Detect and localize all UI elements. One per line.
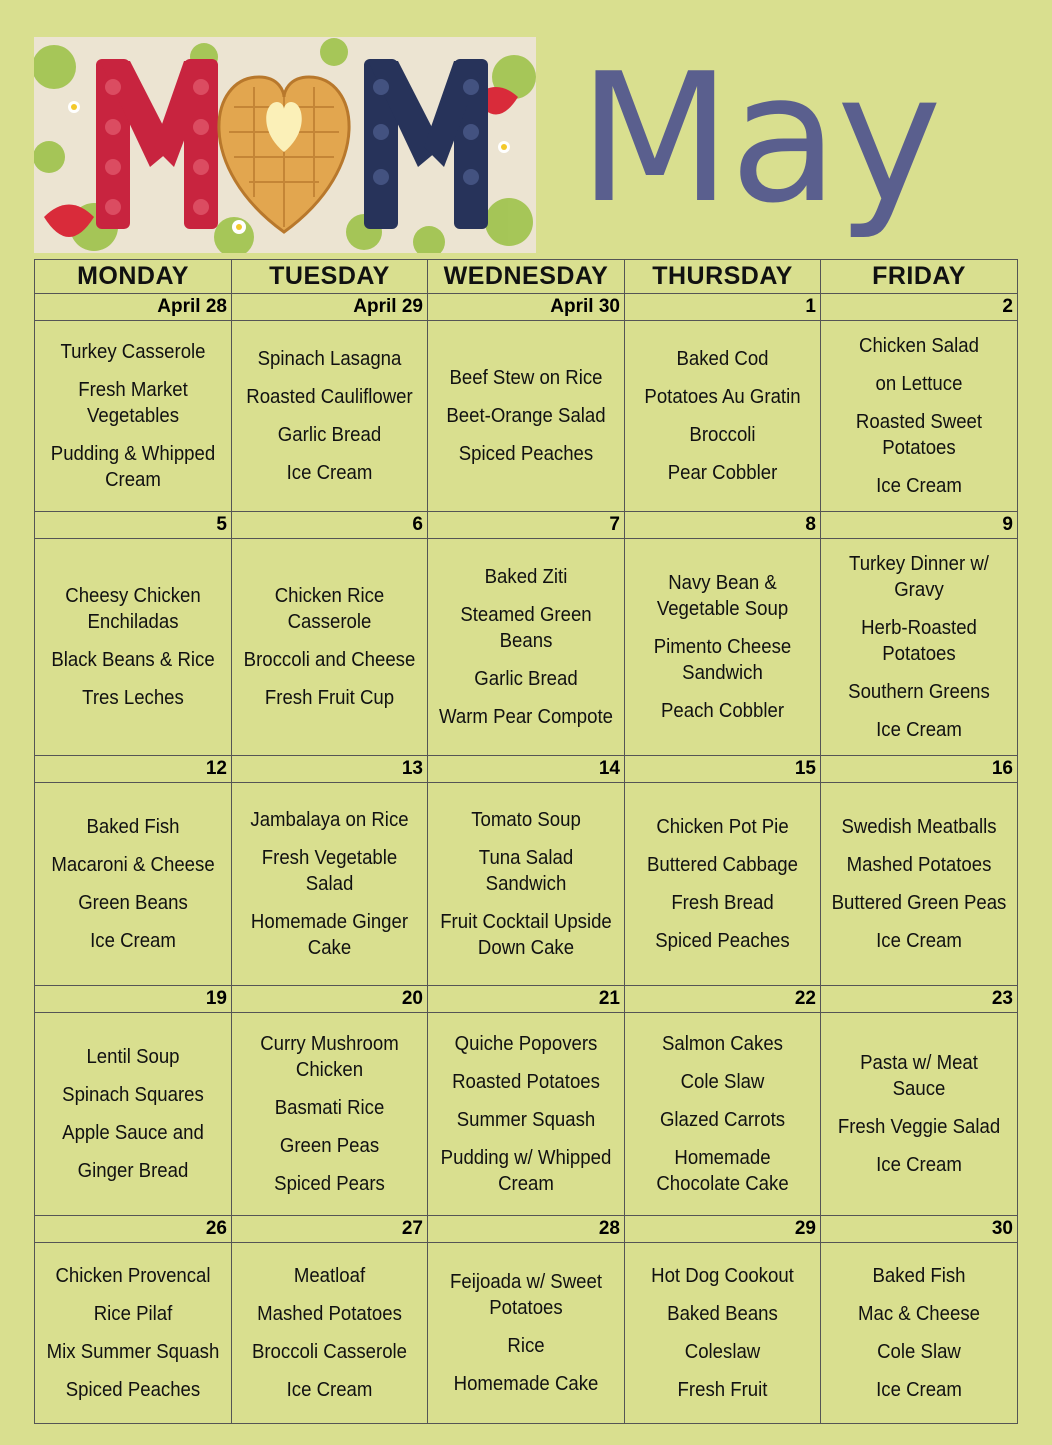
menu-item: Ice Cream xyxy=(876,475,962,497)
menu-item: Broccoli xyxy=(689,424,756,446)
menu-item: Cole Slaw xyxy=(680,1071,765,1093)
date-label: 1 xyxy=(625,294,821,321)
menu-item: Glazed Carrots xyxy=(659,1109,786,1131)
menu-item: Pear Cobbler xyxy=(667,462,778,484)
menu-item: Ice Cream xyxy=(90,930,176,952)
date-label: 27 xyxy=(232,1216,428,1243)
date-label: 21 xyxy=(428,986,625,1013)
menu-item: Homemade Chocolate Cake xyxy=(656,1147,789,1195)
menu-item: Tomato Soup xyxy=(471,809,581,831)
date-row xyxy=(35,512,1018,539)
date-label: 23 xyxy=(821,986,1018,1013)
calendar-body xyxy=(35,294,1018,1424)
menu-item: Black Beans & Rice xyxy=(51,649,215,671)
day-menu-cell xyxy=(625,783,821,986)
date-label: 9 xyxy=(821,512,1018,539)
menu-item: Chicken Pot Pie xyxy=(656,816,789,838)
menu-item: Baked Fish xyxy=(872,1265,966,1287)
menu-item: Homemade Cake xyxy=(453,1373,599,1395)
menu-item: Baked Beans xyxy=(667,1303,778,1325)
date-row xyxy=(35,294,1018,321)
date-label: April 28 xyxy=(35,294,232,321)
menu-item: Navy Bean & Vegetable Soup xyxy=(656,572,789,620)
menu-item: Spinach Squares xyxy=(62,1084,204,1106)
menu-item: Coleslaw xyxy=(684,1341,761,1363)
date-label: 2 xyxy=(821,294,1018,321)
day-menu-cell xyxy=(232,783,428,986)
date-label: 6 xyxy=(232,512,428,539)
day-menu-cell xyxy=(625,1243,821,1424)
menu-item: Jambalaya on Rice xyxy=(250,809,409,831)
day-menu-cell xyxy=(35,783,232,986)
menu-item: Chicken Rice Casserole xyxy=(274,585,385,633)
day-menu-cell xyxy=(821,783,1018,986)
menu-item: Ice Cream xyxy=(876,1379,962,1401)
date-label: 16 xyxy=(821,756,1018,783)
date-row xyxy=(35,756,1018,783)
day-header-thursday: THURSDAY xyxy=(625,260,821,294)
menu-item: Spiced Peaches xyxy=(65,1379,201,1401)
mom-food-illustration xyxy=(34,37,536,253)
day-header-wednesday: WEDNESDAY xyxy=(428,260,625,294)
menu-item: Turkey Casserole xyxy=(60,341,206,363)
menu-item: Fruit Cocktail Upside Down Cake xyxy=(440,911,612,959)
menu-item: Cole Slaw xyxy=(877,1341,961,1363)
mom-food-banner-image xyxy=(34,37,536,253)
menu-row xyxy=(35,321,1018,512)
date-label: 15 xyxy=(625,756,821,783)
menu-item: Roasted Cauliflower xyxy=(246,386,413,408)
menu-item: Pasta w/ Meat Sauce xyxy=(860,1052,978,1100)
menu-item: Curry Mushroom Chicken xyxy=(260,1033,399,1081)
menu-calendar xyxy=(34,259,1018,1424)
menu-item: Chicken Provencal xyxy=(55,1265,211,1287)
weekday-header-row xyxy=(35,260,1018,294)
menu-item: Spinach Lasagna xyxy=(257,348,402,370)
menu-item: Homemade Ginger Cake xyxy=(250,911,409,959)
day-menu-cell xyxy=(625,321,821,512)
day-menu-cell xyxy=(821,321,1018,512)
menu-item: Fresh Market Vegetables xyxy=(78,379,188,427)
menu-item: Fresh Vegetable Salad xyxy=(261,847,398,895)
menu-item: Tres Leches xyxy=(82,687,184,709)
menu-item: Warm Pear Compote xyxy=(439,706,613,728)
menu-item: Southern Greens xyxy=(848,681,990,703)
day-menu-cell xyxy=(625,1013,821,1216)
menu-item: Chicken Salad xyxy=(859,335,979,357)
menu-item: Meatloaf xyxy=(293,1265,366,1287)
menu-item: Mashed Potatoes xyxy=(257,1303,402,1325)
menu-item: Quiche Popovers xyxy=(454,1033,598,1055)
menu-item: Macaroni & Cheese xyxy=(51,854,215,876)
menu-item: Pudding & Whipped Cream xyxy=(50,443,216,491)
menu-item: Potatoes Au Gratin xyxy=(644,386,801,408)
menu-item: Mashed Potatoes xyxy=(846,854,992,876)
menu-item: Pudding w/ Whipped Cream xyxy=(440,1147,612,1195)
day-menu-cell xyxy=(428,1013,625,1216)
menu-row xyxy=(35,783,1018,986)
day-menu-cell xyxy=(821,539,1018,756)
menu-item: Herb-Roasted Potatoes xyxy=(861,617,977,665)
menu-item: Fresh Fruit xyxy=(677,1379,768,1401)
date-label: 20 xyxy=(232,986,428,1013)
day-menu-cell xyxy=(428,539,625,756)
menu-row xyxy=(35,539,1018,756)
menu-item: Ice Cream xyxy=(876,930,962,952)
menu-item: Rice xyxy=(507,1335,545,1357)
date-label: 26 xyxy=(35,1216,232,1243)
menu-item: Rice Pilaf xyxy=(93,1303,173,1325)
menu-item: Ice Cream xyxy=(286,1379,373,1401)
day-menu-cell xyxy=(35,1013,232,1216)
day-menu-cell xyxy=(428,321,625,512)
menu-item: Fresh Fruit Cup xyxy=(264,687,395,709)
menu-item: Green Beans xyxy=(78,892,188,914)
day-menu-cell xyxy=(35,539,232,756)
menu-item: Feijoada w/ Sweet Potatoes xyxy=(450,1271,602,1319)
menu-item: Cheesy Chicken Enchiladas xyxy=(65,585,201,633)
date-label: 13 xyxy=(232,756,428,783)
menu-item: Beef Stew on Rice xyxy=(449,367,603,389)
menu-item: Apple Sauce and xyxy=(62,1122,204,1144)
day-header-friday: FRIDAY xyxy=(821,260,1018,294)
menu-item: Ginger Bread xyxy=(77,1160,189,1182)
menu-item: Garlic Bread xyxy=(277,424,382,446)
day-menu-cell xyxy=(35,1243,232,1424)
date-label: 5 xyxy=(35,512,232,539)
menu-item: Lentil Soup xyxy=(86,1046,180,1068)
date-label: 12 xyxy=(35,756,232,783)
menu-item: Baked Cod xyxy=(676,348,769,370)
date-row xyxy=(35,986,1018,1013)
menu-item: Tuna Salad Sandwich xyxy=(478,847,574,895)
menu-item: Turkey Dinner w/ Gravy xyxy=(849,553,989,601)
menu-item: Mix Summer Squash xyxy=(46,1341,220,1363)
day-menu-cell xyxy=(35,321,232,512)
menu-item: Garlic Bread xyxy=(474,668,578,690)
day-header-tuesday: TUESDAY xyxy=(232,260,428,294)
menu-item: Fresh Veggie Salad xyxy=(837,1116,1001,1138)
menu-item: Baked Ziti xyxy=(484,566,568,588)
menu-item: Spiced Pears xyxy=(274,1173,385,1195)
menu-item: Steamed Green Beans xyxy=(460,604,592,652)
menu-item: Peach Cobbler xyxy=(660,700,785,722)
day-menu-cell xyxy=(821,1243,1018,1424)
menu-item: Spiced Peaches xyxy=(458,443,594,465)
menu-row xyxy=(35,1013,1018,1216)
menu-item: Salmon Cakes xyxy=(662,1033,783,1055)
menu-item: Buttered Cabbage xyxy=(647,854,798,876)
menu-row xyxy=(35,1243,1018,1424)
date-label: 22 xyxy=(625,986,821,1013)
day-menu-cell xyxy=(232,539,428,756)
menu-item: Summer Squash xyxy=(456,1109,596,1131)
date-label: 14 xyxy=(428,756,625,783)
day-header-monday: MONDAY xyxy=(35,260,232,294)
date-label: 8 xyxy=(625,512,821,539)
day-menu-cell xyxy=(232,321,428,512)
date-label: 29 xyxy=(625,1216,821,1243)
menu-item: Broccoli and Cheese xyxy=(243,649,416,671)
date-label: 19 xyxy=(35,986,232,1013)
date-label: April 29 xyxy=(232,294,428,321)
date-label: 30 xyxy=(821,1216,1018,1243)
menu-item: Buttered Green Peas xyxy=(831,892,1007,914)
menu-item: Hot Dog Cookout xyxy=(651,1265,794,1287)
menu-item: Ice Cream xyxy=(286,462,373,484)
menu-item: Pimento Cheese Sandwich xyxy=(653,636,792,684)
menu-item: Beet-Orange Salad xyxy=(446,405,606,427)
menu-item: Roasted Potatoes xyxy=(452,1071,600,1093)
day-menu-cell xyxy=(232,1243,428,1424)
day-menu-cell xyxy=(625,539,821,756)
menu-item: Baked Fish xyxy=(86,816,180,838)
date-label: April 30 xyxy=(428,294,625,321)
day-menu-cell xyxy=(232,1013,428,1216)
menu-item: Broccoli Casserole xyxy=(251,1341,408,1363)
date-label: 28 xyxy=(428,1216,625,1243)
day-menu-cell xyxy=(428,783,625,986)
day-menu-cell xyxy=(428,1243,625,1424)
menu-item: Roasted Sweet Potatoes xyxy=(855,411,983,459)
menu-item: Spiced Peaches xyxy=(655,930,790,952)
menu-item: Basmati Rice xyxy=(274,1097,385,1119)
date-label: 7 xyxy=(428,512,625,539)
date-row xyxy=(35,1216,1018,1243)
menu-item: Ice Cream xyxy=(876,719,962,741)
menu-item: Fresh Bread xyxy=(671,892,774,914)
menu-item: Mac & Cheese xyxy=(857,1303,980,1325)
menu-item: on Lettuce xyxy=(875,373,963,395)
month-title: May xyxy=(578,35,940,242)
menu-item: Green Peas xyxy=(279,1135,380,1157)
menu-item: Swedish Meatballs xyxy=(841,816,997,838)
menu-item: Ice Cream xyxy=(876,1154,962,1176)
day-menu-cell xyxy=(821,1013,1018,1216)
